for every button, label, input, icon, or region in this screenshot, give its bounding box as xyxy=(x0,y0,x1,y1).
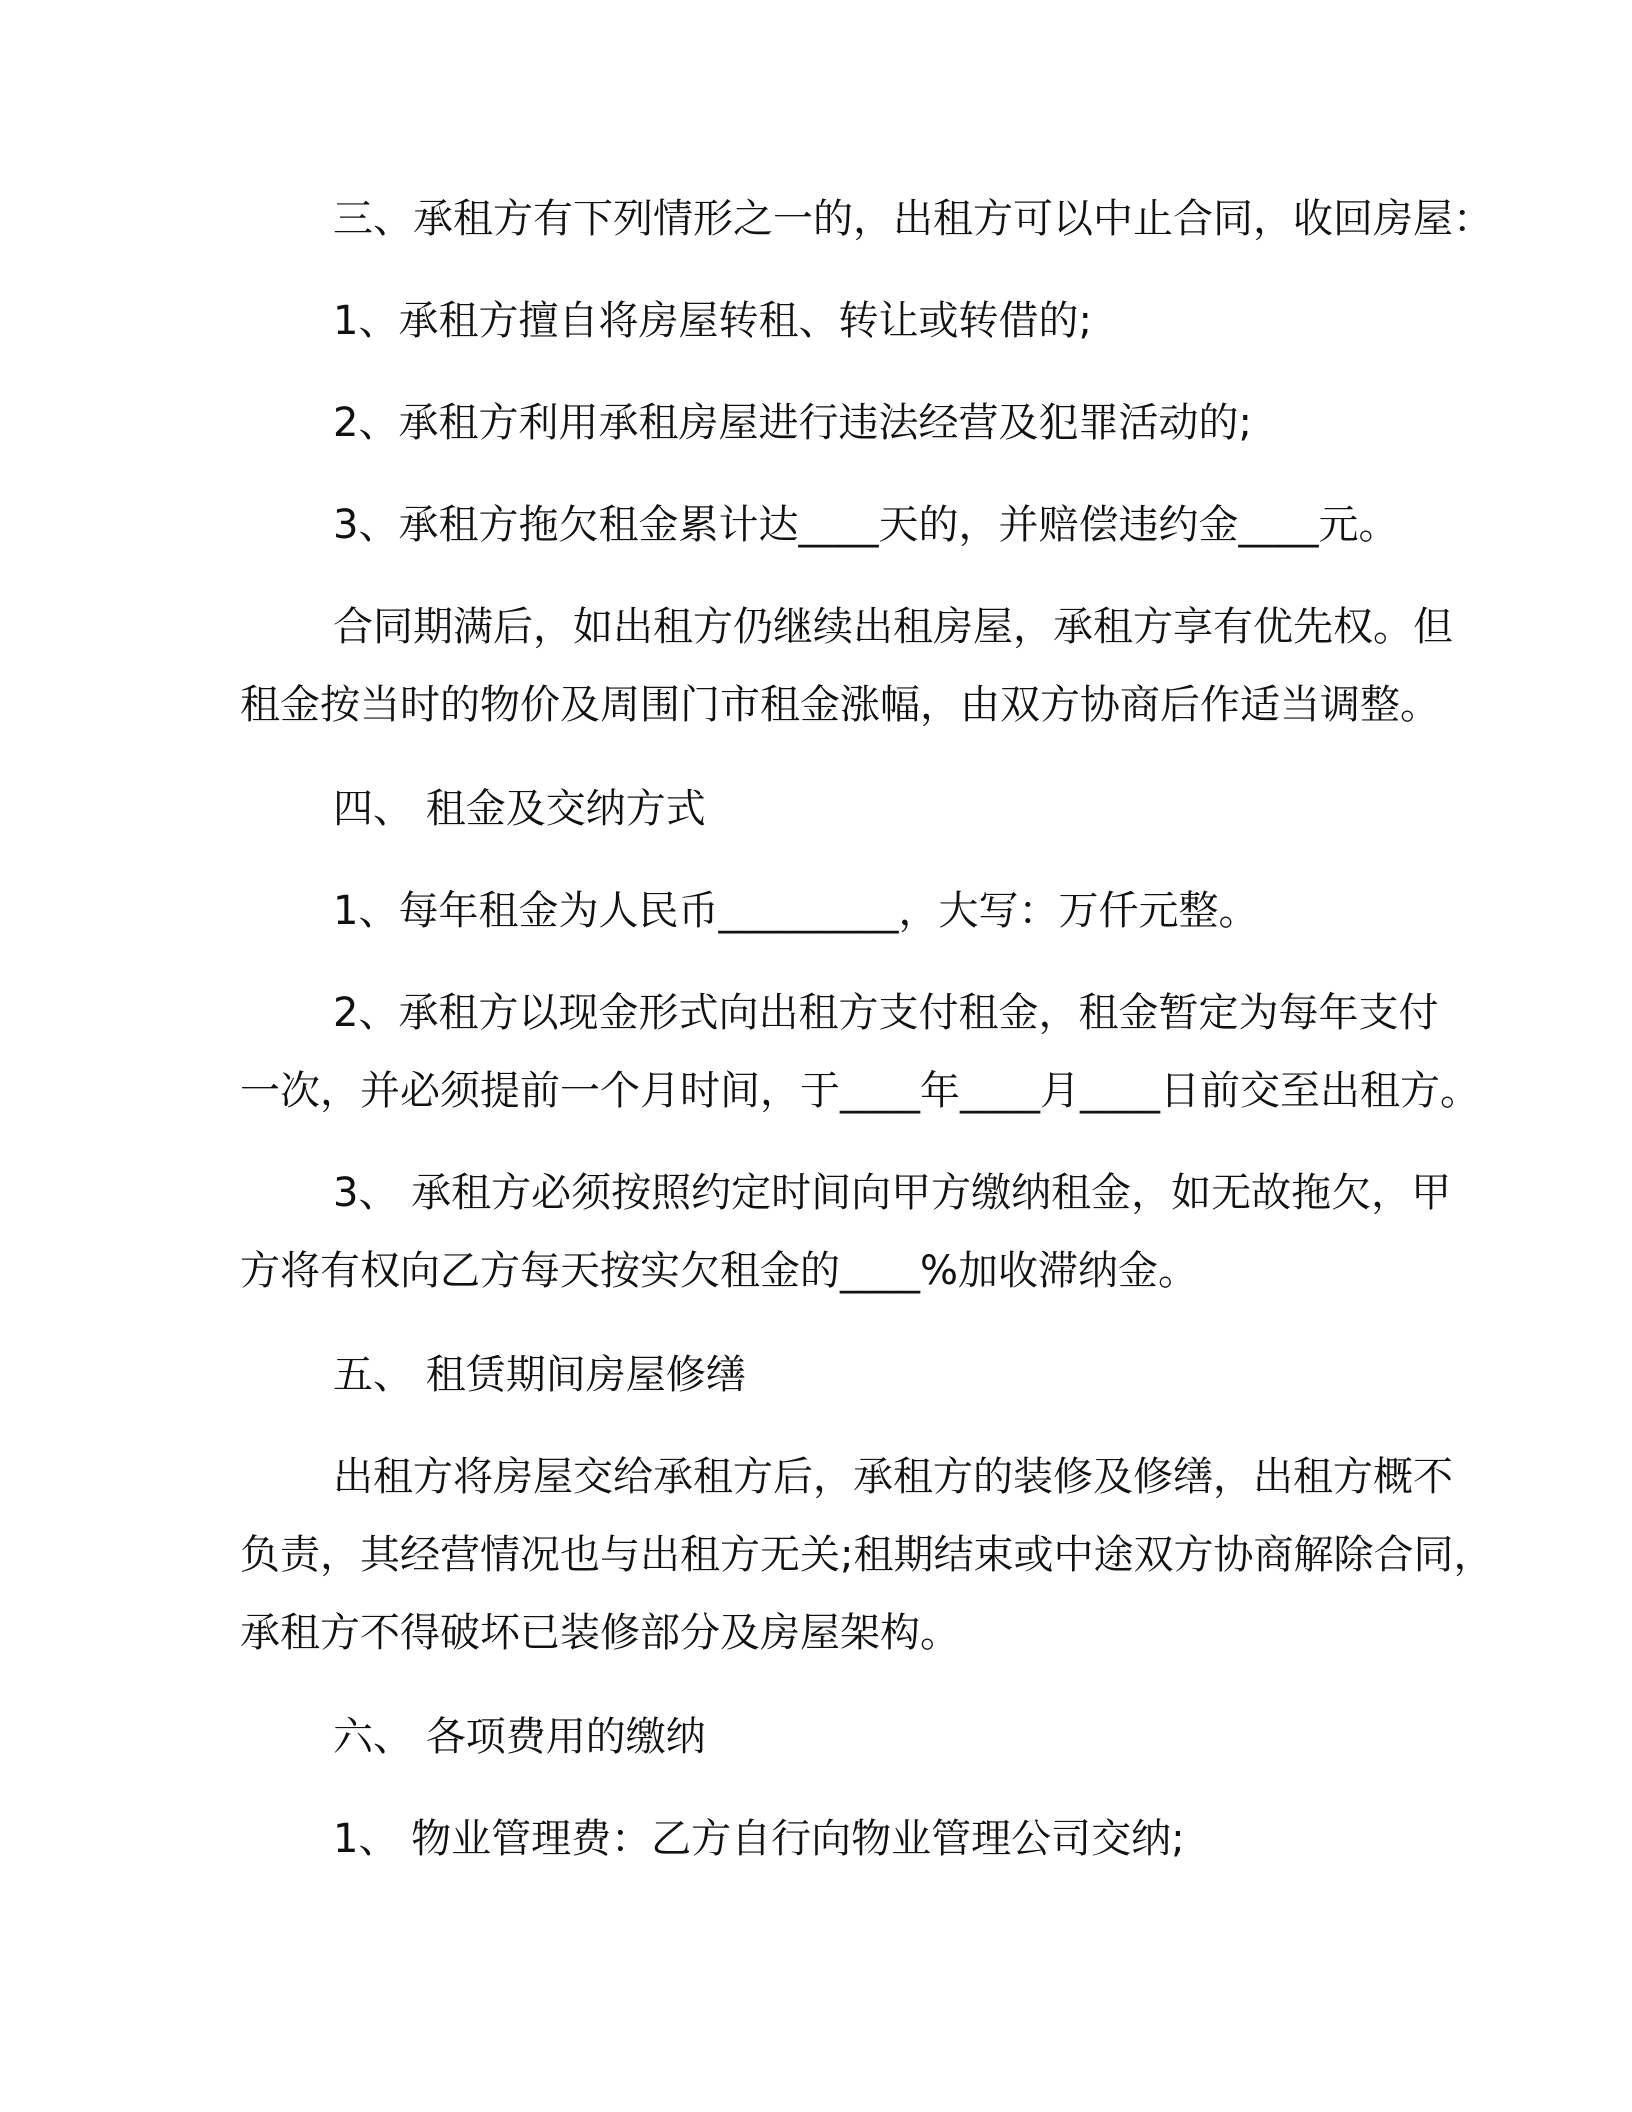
clause-5-body-line-3: 承租方不得破坏已装修部分及房屋架构。 xyxy=(240,1610,960,1656)
clause-3-heading: 三、承租方有下列情形之一的，出租方可以中止合同，收回房屋： xyxy=(333,196,1493,242)
clause-4-heading: 四、 租金及交纳方式 xyxy=(333,786,706,832)
clause-4-item-2-line-2: 一次，并必须提前一个月时间，于____年____月____日前交至出租方。 xyxy=(240,1068,1480,1114)
clause-5-heading: 五、 租赁期间房屋修缮 xyxy=(333,1352,746,1398)
clause-3-item-3: 3、承租方拖欠租金累计达____天的，并赔偿违约金____元。 xyxy=(333,502,1399,548)
clause-5-body-line-1: 出租方将房屋交给承租方后，承租方的装修及修缮，出租方概不 xyxy=(333,1454,1453,1500)
clause-4-item-1: 1、每年租金为人民币_________，大写：万仟元整。 xyxy=(333,888,1259,934)
clause-3-item-1: 1、承租方擅自将房屋转租、转让或转借的; xyxy=(333,298,1092,344)
clause-6-item-1: 1、 物业管理费：乙方自行向物业管理公司交纳; xyxy=(333,1816,1185,1862)
renewal-paragraph-line-2: 租金按当时的物价及周围门市租金涨幅，由双方协商后作适当调整。 xyxy=(240,682,1440,728)
clause-3-item-2: 2、承租方利用承租房屋进行违法经营及犯罪活动的; xyxy=(333,400,1252,446)
clause-4-item-3-line-1: 3、 承租方必须按照约定时间向甲方缴纳租金，如无故拖欠，甲 xyxy=(333,1170,1452,1216)
clause-6-heading: 六、 各项费用的缴纳 xyxy=(333,1714,706,1760)
clause-5-body-line-2: 负责，其经营情况也与出租方无关;租期结束或中途双方协商解除合同， xyxy=(240,1532,1494,1578)
clause-4-item-3-line-2: 方将有权向乙方每天按实欠租金的____%加收滞纳金。 xyxy=(240,1248,1199,1294)
renewal-paragraph-line-1: 合同期满后，如出租方仍继续出租房屋，承租方享有优先权。但 xyxy=(333,604,1453,650)
clause-4-item-2-line-1: 2、承租方以现金形式向出租方支付租金，租金暂定为每年支付 xyxy=(333,990,1439,1036)
